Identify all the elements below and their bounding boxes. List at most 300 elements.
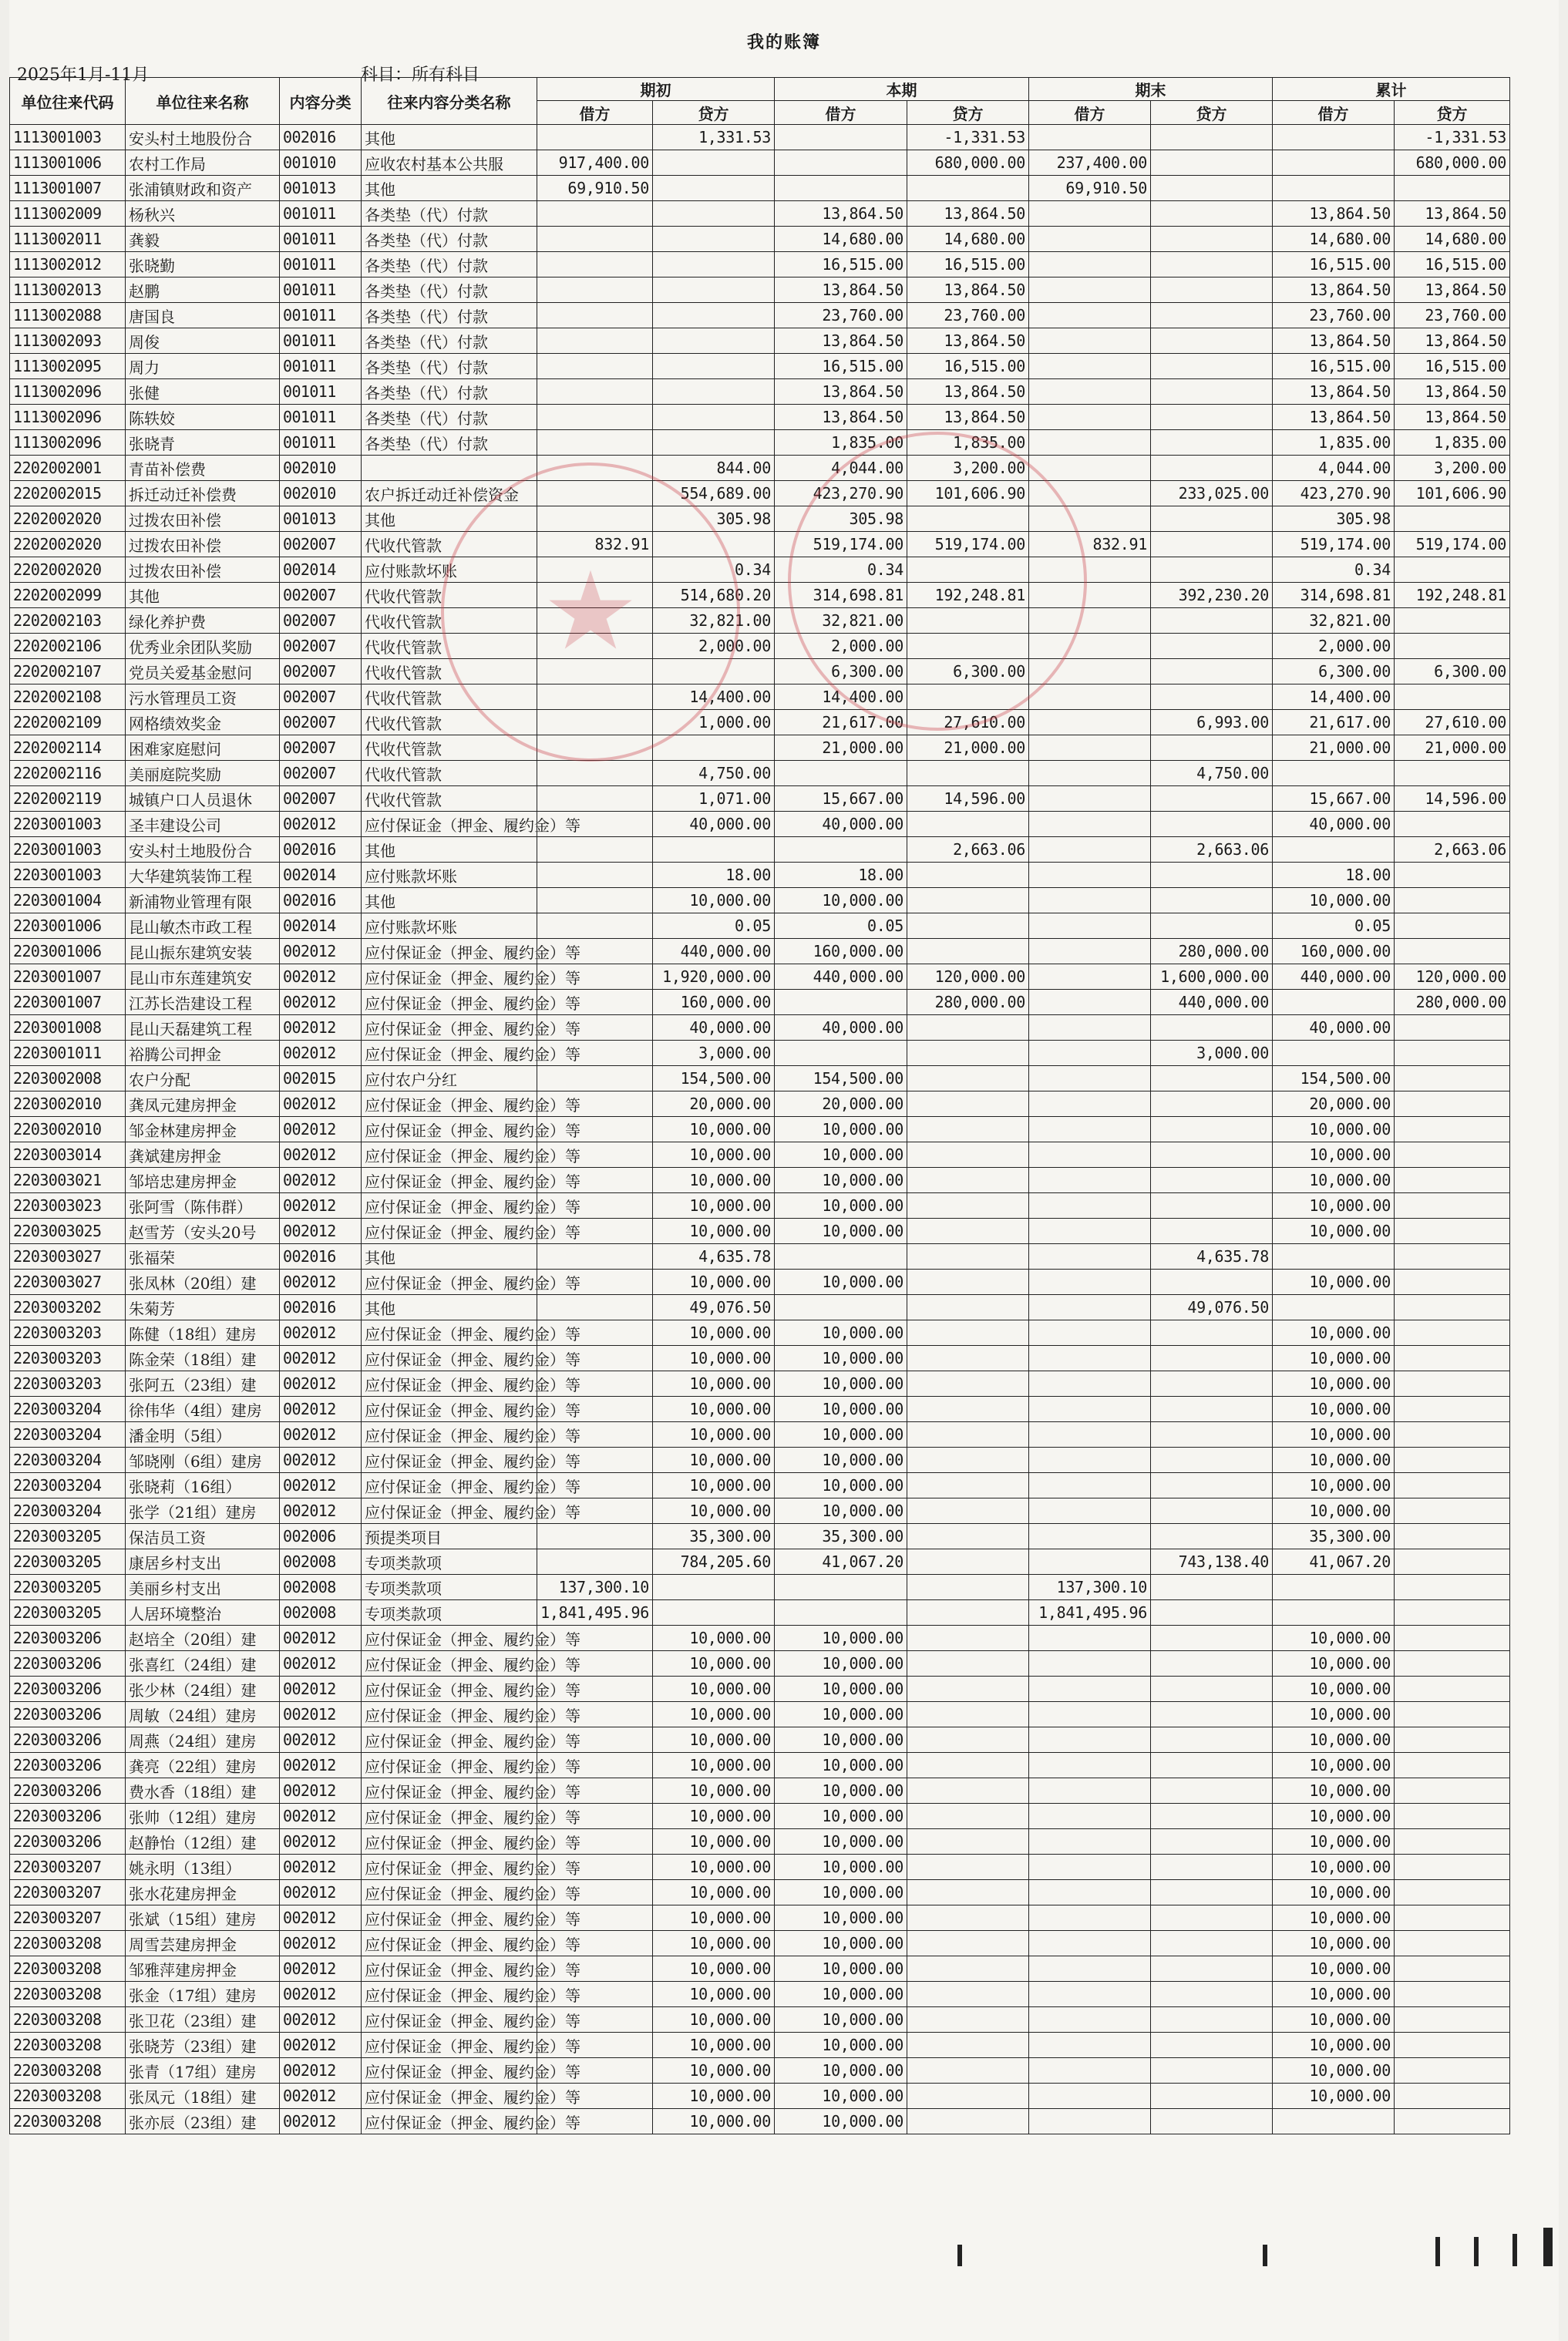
row-code: 2203003206 xyxy=(10,1753,126,1778)
closing-credit xyxy=(1151,150,1273,176)
row-category: 002007 xyxy=(280,659,362,684)
row-category: 002012 xyxy=(280,1829,362,1855)
opening-credit: 10,000.00 xyxy=(653,1168,775,1193)
current-debit xyxy=(775,1575,907,1600)
closing-debit xyxy=(1029,761,1151,786)
row-category-name: 专项类款项 xyxy=(362,1575,537,1600)
table-row xyxy=(10,1244,1510,1270)
current-credit xyxy=(907,888,1029,913)
row-code: 2202002109 xyxy=(10,710,126,735)
closing-credit: 743,138.40 xyxy=(1151,1549,1273,1575)
row-category: 002012 xyxy=(280,2007,362,2033)
opening-credit: 10,000.00 xyxy=(653,1727,775,1753)
table-row xyxy=(10,735,1510,761)
cumulative-credit xyxy=(1395,608,1510,634)
row-name: 新浦物业管理有限 xyxy=(126,888,280,913)
cumulative-debit xyxy=(1273,1041,1395,1066)
header-debit: 借方 xyxy=(775,101,907,125)
row-category-name: 应付保证金（押金、履约金）等 xyxy=(362,1219,537,1244)
row-category: 001011 xyxy=(280,252,362,277)
closing-credit xyxy=(1151,1651,1273,1677)
opening-credit: 10,000.00 xyxy=(653,1346,775,1371)
current-credit: 519,174.00 xyxy=(907,532,1029,557)
row-name: 优秀业余团队奖励 xyxy=(126,634,280,659)
opening-credit: 10,000.00 xyxy=(653,1117,775,1142)
cumulative-debit xyxy=(1273,1600,1395,1626)
current-debit: 10,000.00 xyxy=(775,1829,907,1855)
cumulative-debit: 18.00 xyxy=(1273,863,1395,888)
row-category: 002012 xyxy=(280,1931,362,1956)
opening-debit xyxy=(537,277,653,303)
row-category: 001011 xyxy=(280,354,362,379)
row-code: 2203003023 xyxy=(10,1193,126,1219)
row-category-name: 应付保证金（押金、履约金）等 xyxy=(362,1931,537,1956)
closing-credit xyxy=(1151,354,1273,379)
row-category-name: 各类垫（代）付款 xyxy=(362,252,537,277)
opening-credit xyxy=(653,532,775,557)
row-code: 2203003208 xyxy=(10,2033,126,2058)
opening-credit xyxy=(653,735,775,761)
opening-credit xyxy=(653,379,775,405)
row-code: 2202002106 xyxy=(10,634,126,659)
cumulative-credit: 280,000.00 xyxy=(1395,990,1510,1015)
closing-debit xyxy=(1029,786,1151,812)
closing-credit xyxy=(1151,1193,1273,1219)
opening-credit: 35,300.00 xyxy=(653,1524,775,1549)
opening-credit: 10,000.00 xyxy=(653,1778,775,1804)
table-row xyxy=(10,2007,1510,2033)
opening-credit: 40,000.00 xyxy=(653,812,775,837)
cumulative-debit: 10,000.00 xyxy=(1273,1346,1395,1371)
row-category-name: 代收代管款 xyxy=(362,583,537,608)
closing-credit xyxy=(1151,405,1273,430)
cumulative-credit xyxy=(1395,1956,1510,1982)
row-code: 2203003205 xyxy=(10,1524,126,1549)
row-category: 002012 xyxy=(280,1880,362,1905)
row-category-name: 应付保证金（押金、履约金）等 xyxy=(362,1880,537,1905)
row-category: 002014 xyxy=(280,863,362,888)
cumulative-credit xyxy=(1395,2007,1510,2033)
closing-credit xyxy=(1151,1778,1273,1804)
row-category: 002012 xyxy=(280,1473,362,1498)
row-category-name: 应付保证金（押金、履约金）等 xyxy=(362,1498,537,1524)
table-row xyxy=(10,201,1510,227)
row-code: 2203001011 xyxy=(10,1041,126,1066)
edge-tick-marks xyxy=(9,2220,1559,2266)
current-credit xyxy=(907,1422,1029,1448)
current-debit: 32,821.00 xyxy=(775,608,907,634)
row-category: 002012 xyxy=(280,1142,362,1168)
current-credit xyxy=(907,1193,1029,1219)
row-name: 张斌（15组）建房 xyxy=(126,1905,280,1931)
closing-debit xyxy=(1029,1549,1151,1575)
cumulative-debit: 10,000.00 xyxy=(1273,1727,1395,1753)
cumulative-debit: 10,000.00 xyxy=(1273,1270,1395,1295)
row-name: 农村工作局 xyxy=(126,150,280,176)
cumulative-debit: 10,000.00 xyxy=(1273,1651,1395,1677)
row-name: 张福荣 xyxy=(126,1244,280,1270)
table-row xyxy=(10,1855,1510,1880)
current-debit: 10,000.00 xyxy=(775,2109,907,2134)
cumulative-debit: 21,617.00 xyxy=(1273,710,1395,735)
current-credit: 13,864.50 xyxy=(907,201,1029,227)
table-row xyxy=(10,1626,1510,1651)
opening-credit: 1,071.00 xyxy=(653,786,775,812)
closing-debit xyxy=(1029,2058,1151,2084)
closing-debit xyxy=(1029,1982,1151,2007)
opening-credit: 4,635.78 xyxy=(653,1244,775,1270)
current-credit: 27,610.00 xyxy=(907,710,1029,735)
closing-debit xyxy=(1029,1142,1151,1168)
row-name: 邹培忠建房押金 xyxy=(126,1168,280,1193)
cumulative-debit: 10,000.00 xyxy=(1273,1677,1395,1702)
row-category: 002012 xyxy=(280,1651,362,1677)
current-debit: 13,864.50 xyxy=(775,379,907,405)
table-row xyxy=(10,1498,1510,1524)
closing-debit xyxy=(1029,1193,1151,1219)
current-debit: 10,000.00 xyxy=(775,1498,907,1524)
opening-debit xyxy=(537,405,653,430)
opening-debit xyxy=(537,888,653,913)
row-category-name: 各类垫（代）付款 xyxy=(362,379,537,405)
row-category: 002012 xyxy=(280,1270,362,1295)
opening-credit: 554,689.00 xyxy=(653,481,775,506)
opening-debit xyxy=(537,1524,653,1549)
row-code: 2203003206 xyxy=(10,1677,126,1702)
opening-credit: 10,000.00 xyxy=(653,1855,775,1880)
current-debit: 16,515.00 xyxy=(775,252,907,277)
closing-debit xyxy=(1029,201,1151,227)
row-category-name: 应付保证金（押金、履约金）等 xyxy=(362,812,537,837)
row-name: 周力 xyxy=(126,354,280,379)
cumulative-debit: 10,000.00 xyxy=(1273,1855,1395,1880)
table-row xyxy=(10,1575,1510,1600)
row-category-name: 代收代管款 xyxy=(362,786,537,812)
cumulative-debit: 13,864.50 xyxy=(1273,201,1395,227)
row-category: 001011 xyxy=(280,405,362,430)
cumulative-debit: 10,000.00 xyxy=(1273,2058,1395,2084)
row-code: 2202002116 xyxy=(10,761,126,786)
current-debit: 13,864.50 xyxy=(775,201,907,227)
row-category: 002008 xyxy=(280,1549,362,1575)
row-category: 002007 xyxy=(280,608,362,634)
ledger-sheet xyxy=(9,0,1559,2341)
current-credit xyxy=(907,1168,1029,1193)
row-code: 1113002096 xyxy=(10,405,126,430)
closing-debit xyxy=(1029,888,1151,913)
table-row xyxy=(10,354,1510,379)
row-category: 002012 xyxy=(280,1905,362,1931)
current-credit xyxy=(907,557,1029,583)
row-category-name: 各类垫（代）付款 xyxy=(362,277,537,303)
opening-credit: 10,000.00 xyxy=(653,2033,775,2058)
table-row xyxy=(10,227,1510,252)
cumulative-credit: 13,864.50 xyxy=(1395,405,1510,430)
opening-debit: 832.91 xyxy=(537,532,653,557)
row-category-name: 应付账款坏账 xyxy=(362,913,537,939)
closing-credit xyxy=(1151,1753,1273,1778)
current-credit: 16,515.00 xyxy=(907,354,1029,379)
row-name: 城镇户口人员退休 xyxy=(126,786,280,812)
row-category: 002012 xyxy=(280,1193,362,1219)
current-credit: 14,680.00 xyxy=(907,227,1029,252)
current-credit: 2,663.06 xyxy=(907,837,1029,863)
closing-credit xyxy=(1151,506,1273,532)
table-row xyxy=(10,1804,1510,1829)
current-credit xyxy=(907,1804,1029,1829)
row-category-name: 农户拆迁动迁补偿资金 xyxy=(362,481,537,506)
row-name: 圣丰建设公司 xyxy=(126,812,280,837)
closing-debit xyxy=(1029,252,1151,277)
current-credit xyxy=(907,1346,1029,1371)
cumulative-credit xyxy=(1395,1651,1510,1677)
closing-credit xyxy=(1151,2033,1273,2058)
cumulative-debit: 23,760.00 xyxy=(1273,303,1395,328)
row-name: 张晓青 xyxy=(126,430,280,456)
row-category: 002007 xyxy=(280,710,362,735)
table-header xyxy=(10,78,1510,125)
opening-credit: 10,000.00 xyxy=(653,1473,775,1498)
row-code: 2202002020 xyxy=(10,532,126,557)
ledger-table xyxy=(9,77,1510,2134)
opening-credit: 40,000.00 xyxy=(653,1015,775,1041)
closing-credit xyxy=(1151,1168,1273,1193)
closing-credit xyxy=(1151,1422,1273,1448)
opening-debit xyxy=(537,684,653,710)
row-category: 002015 xyxy=(280,1066,362,1091)
row-name: 张卫花（23组）建 xyxy=(126,2007,280,2033)
row-category: 002012 xyxy=(280,1091,362,1117)
cumulative-credit xyxy=(1395,1346,1510,1371)
row-code: 1113002095 xyxy=(10,354,126,379)
row-category: 002007 xyxy=(280,532,362,557)
current-debit: 10,000.00 xyxy=(775,1142,907,1168)
opening-credit: 49,076.50 xyxy=(653,1295,775,1320)
page-title: 我的账簿 xyxy=(746,32,821,52)
opening-credit xyxy=(653,176,775,201)
cumulative-debit: 10,000.00 xyxy=(1273,1219,1395,1244)
cumulative-debit: 10,000.00 xyxy=(1273,1982,1395,2007)
closing-credit xyxy=(1151,1270,1273,1295)
closing-debit xyxy=(1029,557,1151,583)
closing-credit: 49,076.50 xyxy=(1151,1295,1273,1320)
closing-debit xyxy=(1029,1346,1151,1371)
row-code: 2203003206 xyxy=(10,1727,126,1753)
cumulative-credit: 120,000.00 xyxy=(1395,964,1510,990)
opening-credit: 1,331.53 xyxy=(653,125,775,150)
current-credit xyxy=(907,1015,1029,1041)
opening-debit xyxy=(537,201,653,227)
opening-debit xyxy=(537,557,653,583)
row-name: 张健 xyxy=(126,379,280,405)
current-debit: 160,000.00 xyxy=(775,939,907,964)
closing-credit xyxy=(1151,913,1273,939)
cumulative-credit xyxy=(1395,888,1510,913)
row-code: 2203003208 xyxy=(10,2058,126,2084)
row-code: 1113002093 xyxy=(10,328,126,354)
row-category-name: 应付保证金（押金、履约金）等 xyxy=(362,1397,537,1422)
row-category-name: 各类垫（代）付款 xyxy=(362,201,537,227)
closing-debit: 832.91 xyxy=(1029,532,1151,557)
current-debit: 40,000.00 xyxy=(775,812,907,837)
current-debit: 14,680.00 xyxy=(775,227,907,252)
opening-credit: 20,000.00 xyxy=(653,1091,775,1117)
row-category-name: 应付保证金（押金、履约金）等 xyxy=(362,1982,537,2007)
closing-credit xyxy=(1151,1956,1273,1982)
opening-credit: 18.00 xyxy=(653,863,775,888)
row-category: 002016 xyxy=(280,125,362,150)
cumulative-credit xyxy=(1395,1015,1510,1041)
opening-debit xyxy=(537,608,653,634)
current-credit: 13,864.50 xyxy=(907,328,1029,354)
cumulative-debit xyxy=(1273,1244,1395,1270)
current-debit: 305.98 xyxy=(775,506,907,532)
current-credit xyxy=(907,1270,1029,1295)
cumulative-credit xyxy=(1395,1473,1510,1498)
closing-debit: 137,300.10 xyxy=(1029,1575,1151,1600)
current-credit: 280,000.00 xyxy=(907,990,1029,1015)
row-category: 002008 xyxy=(280,1575,362,1600)
cumulative-debit xyxy=(1273,1575,1395,1600)
row-category: 002012 xyxy=(280,2058,362,2084)
opening-credit: 10,000.00 xyxy=(653,1880,775,1905)
cumulative-credit xyxy=(1395,1626,1510,1651)
row-code: 2203003025 xyxy=(10,1219,126,1244)
current-credit xyxy=(907,1626,1029,1651)
table-row xyxy=(10,913,1510,939)
opening-credit: 784,205.60 xyxy=(653,1549,775,1575)
closing-debit: 69,910.50 xyxy=(1029,176,1151,201)
row-category-name: 专项类款项 xyxy=(362,1549,537,1575)
row-code: 2203003208 xyxy=(10,2109,126,2134)
current-debit: 13,864.50 xyxy=(775,277,907,303)
opening-debit xyxy=(537,125,653,150)
closing-debit xyxy=(1029,608,1151,634)
row-name: 邹雅萍建房押金 xyxy=(126,1956,280,1982)
closing-debit xyxy=(1029,354,1151,379)
cumulative-debit: 10,000.00 xyxy=(1273,1448,1395,1473)
table-row xyxy=(10,1931,1510,1956)
cumulative-credit xyxy=(1395,1727,1510,1753)
table-row xyxy=(10,1091,1510,1117)
current-debit: 35,300.00 xyxy=(775,1524,907,1549)
cumulative-debit xyxy=(1273,837,1395,863)
opening-credit xyxy=(653,354,775,379)
closing-debit xyxy=(1029,964,1151,990)
row-category-name: 应付保证金（押金、履约金）等 xyxy=(362,1651,537,1677)
cumulative-debit: 10,000.00 xyxy=(1273,1626,1395,1651)
cumulative-debit: 14,680.00 xyxy=(1273,227,1395,252)
closing-debit xyxy=(1029,837,1151,863)
current-credit xyxy=(907,1473,1029,1498)
closing-credit xyxy=(1151,1448,1273,1473)
current-debit: 10,000.00 xyxy=(775,2033,907,2058)
row-name: 姚永明（13组） xyxy=(126,1855,280,1880)
closing-debit xyxy=(1029,1829,1151,1855)
current-credit: 3,200.00 xyxy=(907,456,1029,481)
closing-debit xyxy=(1029,1041,1151,1066)
current-credit xyxy=(907,1091,1029,1117)
row-name: 张少林（24组）建 xyxy=(126,1677,280,1702)
row-code: 2203003207 xyxy=(10,1880,126,1905)
row-code: 2202002108 xyxy=(10,684,126,710)
current-credit xyxy=(907,1371,1029,1397)
cumulative-debit: 10,000.00 xyxy=(1273,2007,1395,2033)
cumulative-credit xyxy=(1395,1091,1510,1117)
opening-credit: 514,680.20 xyxy=(653,583,775,608)
row-code: 2203001003 xyxy=(10,837,126,863)
opening-credit: 305.98 xyxy=(653,506,775,532)
closing-credit: 440,000.00 xyxy=(1151,990,1273,1015)
table-row xyxy=(10,964,1510,990)
current-credit xyxy=(907,1295,1029,1320)
row-code: 2203003203 xyxy=(10,1346,126,1371)
current-credit: 14,596.00 xyxy=(907,786,1029,812)
row-name: 陈健（18组）建房 xyxy=(126,1320,280,1346)
closing-debit xyxy=(1029,1244,1151,1270)
header-credit: 贷方 xyxy=(653,101,775,125)
current-credit xyxy=(907,1498,1029,1524)
row-category-name: 其他 xyxy=(362,176,537,201)
closing-credit: 2,663.06 xyxy=(1151,837,1273,863)
row-code: 1113002009 xyxy=(10,201,126,227)
current-credit xyxy=(907,1549,1029,1575)
row-name: 张青（17组）建房 xyxy=(126,2058,280,2084)
row-code: 2203003208 xyxy=(10,1982,126,2007)
current-debit: 10,000.00 xyxy=(775,1117,907,1142)
opening-debit xyxy=(537,634,653,659)
cumulative-credit xyxy=(1395,2084,1510,2109)
row-category-name: 代收代管款 xyxy=(362,684,537,710)
current-credit xyxy=(907,1905,1029,1931)
row-category-name: 各类垫（代）付款 xyxy=(362,354,537,379)
row-category-name: 各类垫（代）付款 xyxy=(362,227,537,252)
cumulative-debit: 154,500.00 xyxy=(1273,1066,1395,1091)
cumulative-debit: 20,000.00 xyxy=(1273,1091,1395,1117)
closing-debit xyxy=(1029,277,1151,303)
row-code: 2203001006 xyxy=(10,913,126,939)
row-category-name: 应收农村基本公共服 xyxy=(362,150,537,176)
opening-credit: 10,000.00 xyxy=(653,1219,775,1244)
table-row xyxy=(10,786,1510,812)
row-name: 昆山振东建筑安装 xyxy=(126,939,280,964)
row-category-name: 应付保证金（押金、履约金）等 xyxy=(362,1041,537,1066)
opening-credit: 0.05 xyxy=(653,913,775,939)
closing-credit xyxy=(1151,1091,1273,1117)
current-debit xyxy=(775,150,907,176)
row-category: 002012 xyxy=(280,1727,362,1753)
current-credit xyxy=(907,1651,1029,1677)
row-category-name: 其他 xyxy=(362,1295,537,1320)
row-category: 002007 xyxy=(280,761,362,786)
cumulative-credit xyxy=(1395,1600,1510,1626)
opening-credit: 10,000.00 xyxy=(653,1651,775,1677)
cumulative-credit xyxy=(1395,1066,1510,1091)
row-category: 002012 xyxy=(280,1117,362,1142)
row-name: 其他 xyxy=(126,583,280,608)
current-debit xyxy=(775,1600,907,1626)
row-category-name: 应付保证金（押金、履约金）等 xyxy=(362,1193,537,1219)
current-debit xyxy=(775,990,907,1015)
row-name: 安头村土地股份合 xyxy=(126,125,280,150)
closing-credit xyxy=(1151,786,1273,812)
opening-credit: 844.00 xyxy=(653,456,775,481)
closing-credit: 392,230.20 xyxy=(1151,583,1273,608)
closing-credit xyxy=(1151,1702,1273,1727)
opening-credit xyxy=(653,1600,775,1626)
cumulative-debit: 16,515.00 xyxy=(1273,354,1395,379)
cumulative-debit: 16,515.00 xyxy=(1273,252,1395,277)
